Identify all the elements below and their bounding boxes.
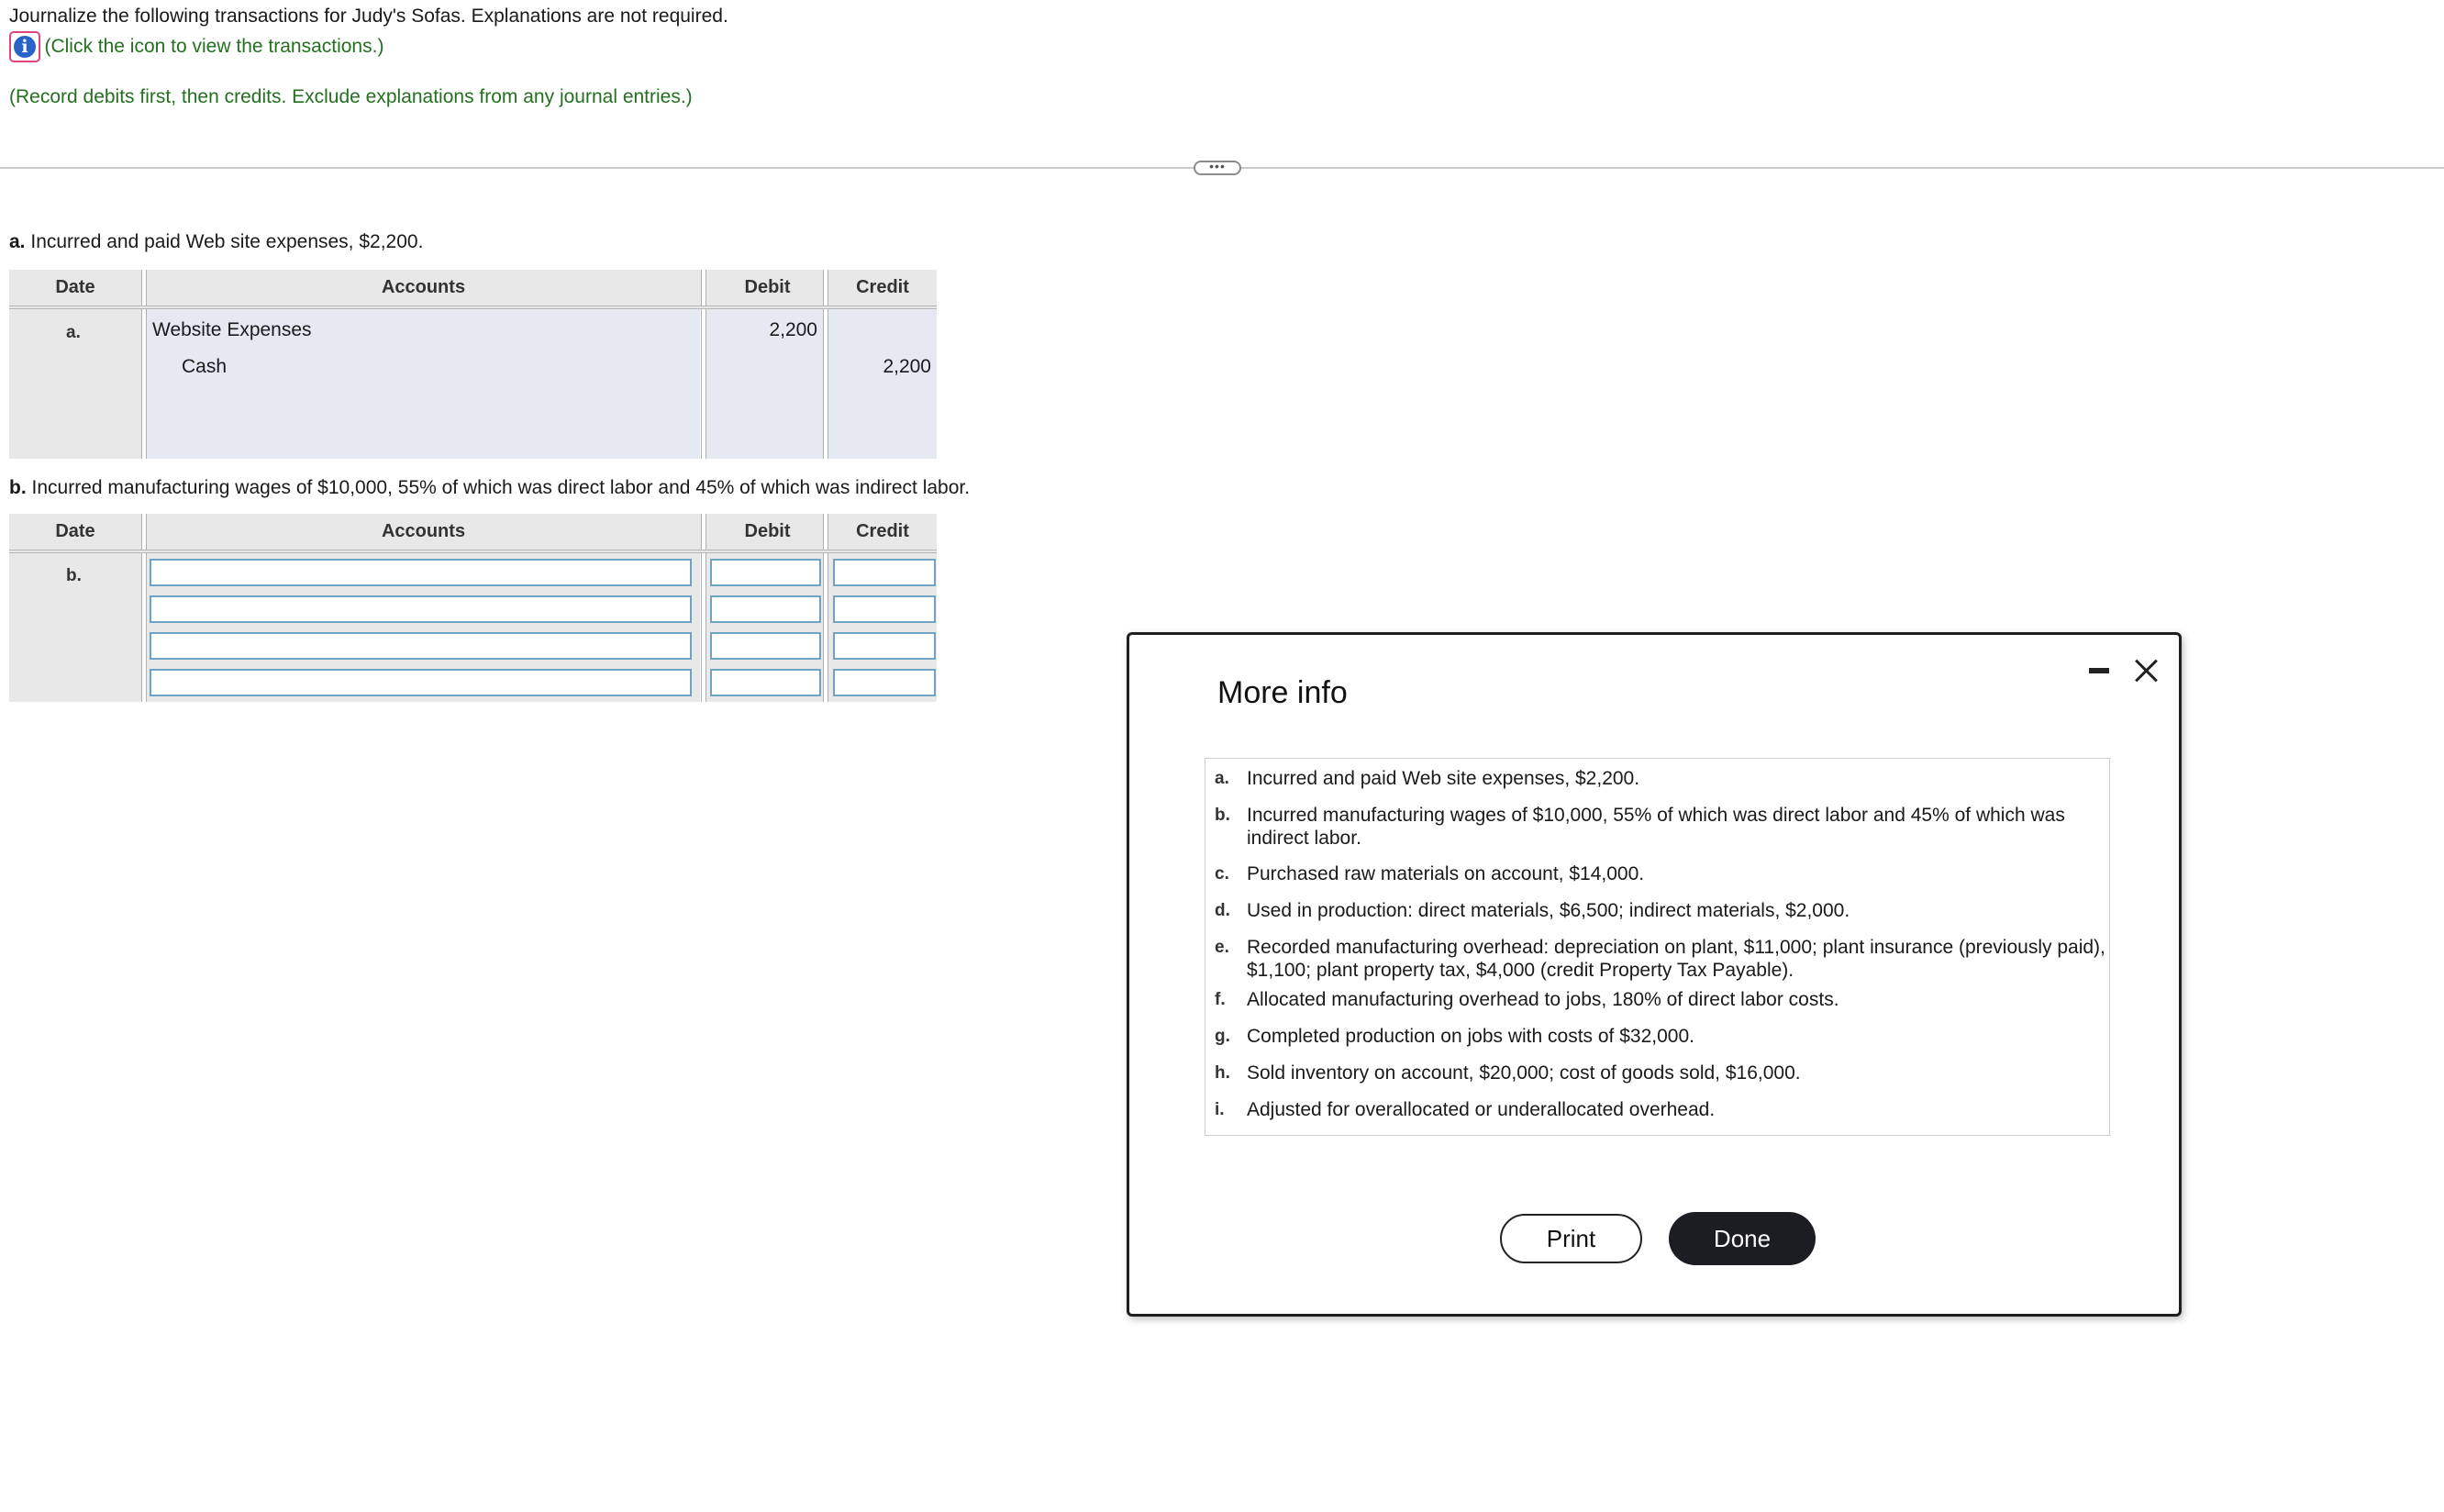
item-label: g. xyxy=(1215,1027,1230,1046)
transactions-list xyxy=(1205,758,2110,1136)
minimize-button[interactable] xyxy=(2089,659,2109,683)
account-input[interactable] xyxy=(150,595,692,623)
item-label: b. xyxy=(1215,806,1230,825)
item-label: i. xyxy=(1215,1100,1225,1119)
print-button[interactable]: Print xyxy=(1500,1214,1642,1263)
more-info-dialog xyxy=(1127,632,2182,1317)
item-label: c. xyxy=(1215,864,1229,884)
accounts-column-b xyxy=(147,553,700,702)
header-accounts: Accounts xyxy=(381,521,466,541)
credit-cell: 2,200 xyxy=(883,356,931,377)
journal-header-b xyxy=(9,514,937,553)
credit-input[interactable] xyxy=(833,669,936,696)
debit-column-b xyxy=(706,553,823,702)
expand-handle[interactable]: ••• xyxy=(1194,161,1241,175)
credit-input[interactable] xyxy=(833,559,936,586)
dialog-title: More info xyxy=(1217,675,1348,710)
item-label: e. xyxy=(1215,938,1229,957)
instruction-text: Journalize the following transactions for Judy's Sofas. Explanations are not required. xyxy=(9,6,728,27)
item-text: Recorded manufacturing overhead: depreciation on plant, $11,000; plant insurance (previously paid), $1,100; plant property tax, $4,000 (credit Property Tax Payable). xyxy=(1247,937,2105,981)
account-cell: Cash xyxy=(182,356,228,377)
item-text: Used in production: direct materials, $6,500; indirect materials, $2,000. xyxy=(1247,900,1850,921)
item-text: Incurred manufacturing wages of $10,000, 55% of which was direct labor and 45% of which was indirect labor. xyxy=(1247,805,2065,849)
info-link-row[interactable] xyxy=(9,31,383,64)
journal-body-a xyxy=(9,309,937,459)
header-credit: Credit xyxy=(856,277,909,297)
minimize-icon xyxy=(2089,668,2109,673)
question-a xyxy=(9,231,423,253)
date-cell-a: a. xyxy=(66,323,81,342)
item-text: Completed production on jobs with costs of $32,000. xyxy=(1247,1026,1694,1047)
debit-input[interactable] xyxy=(710,632,821,660)
date-column-a xyxy=(9,309,141,459)
account-input[interactable] xyxy=(150,669,692,696)
question-b xyxy=(9,477,970,499)
item-text: Allocated manufacturing overhead to jobs, 180% of direct labor costs. xyxy=(1247,989,1839,1010)
journal-table-a xyxy=(9,270,937,459)
account-input[interactable] xyxy=(150,632,692,660)
record-note: (Record debits first, then credits. Exclude explanations from any journal entries.) xyxy=(9,86,693,107)
item-label: a. xyxy=(1215,769,1229,788)
question-b-text: Incurred manufacturing wages of $10,000, 55% of which was direct labor and 45% of which was indirect labor. xyxy=(31,477,971,498)
item-text: Purchased raw materials on account, $14,000. xyxy=(1247,863,1645,884)
item-text: Adjusted for overallocated or underallocated overhead. xyxy=(1247,1099,1716,1120)
debit-input[interactable] xyxy=(710,669,821,696)
credit-column-b xyxy=(828,553,937,702)
account-cell: Website Expenses xyxy=(152,319,312,340)
debit-column-a xyxy=(706,309,823,459)
header-credit: Credit xyxy=(856,521,909,541)
debit-input[interactable] xyxy=(710,559,821,586)
question-a-text: Incurred and paid Web site expenses, $2,200. xyxy=(30,231,424,252)
info-icon[interactable]: i xyxy=(9,31,40,62)
debit-input[interactable] xyxy=(710,595,821,623)
journal-body-b xyxy=(9,553,937,702)
item-label: d. xyxy=(1215,901,1230,920)
item-text: Incurred and paid Web site expenses, $2,200. xyxy=(1247,768,1640,789)
item-label: f. xyxy=(1215,990,1226,1009)
header-date: Date xyxy=(55,521,95,541)
item-text: Sold inventory on account, $20,000; cost of goods sold, $16,000. xyxy=(1247,1062,1801,1084)
date-column-b xyxy=(9,553,141,702)
account-input[interactable] xyxy=(150,559,692,586)
close-icon[interactable] xyxy=(2135,659,2159,683)
credit-input[interactable] xyxy=(833,595,936,623)
question-a-label: a. xyxy=(9,231,26,252)
accounts-column-a xyxy=(147,309,700,459)
done-button[interactable]: Done xyxy=(1669,1212,1816,1265)
item-label: h. xyxy=(1215,1063,1230,1083)
journal-table-b xyxy=(9,514,937,702)
journal-header-a xyxy=(9,270,937,309)
debit-cell: 2,200 xyxy=(769,319,817,340)
header-debit: Debit xyxy=(744,277,791,297)
header-accounts: Accounts xyxy=(381,277,466,297)
credit-input[interactable] xyxy=(833,632,936,660)
credit-column-a xyxy=(828,309,937,459)
question-b-label: b. xyxy=(9,477,27,498)
header-debit: Debit xyxy=(744,521,791,541)
info-link-text[interactable]: (Click the icon to view the transactions.) xyxy=(44,36,384,57)
header-date: Date xyxy=(55,277,95,297)
date-cell-b: b. xyxy=(66,566,82,585)
